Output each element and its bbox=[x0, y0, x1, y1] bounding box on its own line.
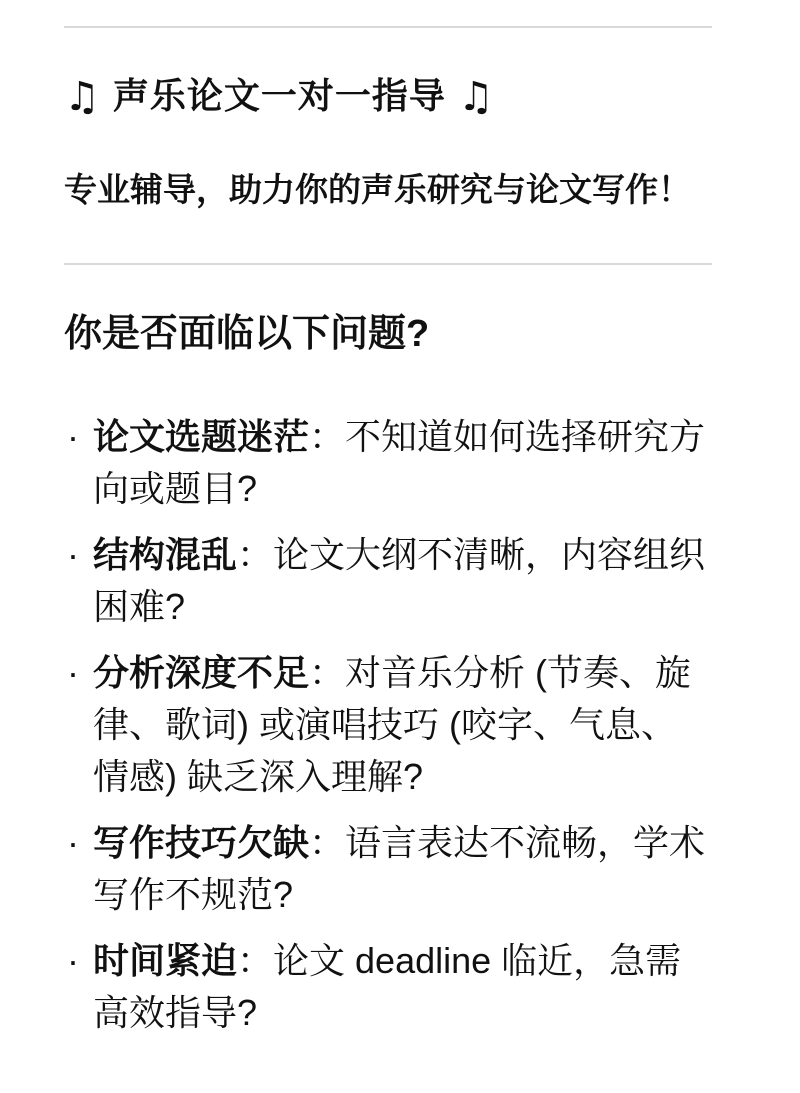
problem-separator: ： bbox=[237, 940, 274, 981]
problem-item bbox=[67, 647, 712, 803]
problem-list bbox=[64, 411, 712, 1039]
bullet-glyph: · bbox=[67, 822, 79, 863]
music-note-icon-left: ♫ bbox=[64, 74, 101, 120]
page-title bbox=[64, 72, 712, 121]
bullet-glyph: · bbox=[67, 416, 79, 457]
document-page bbox=[0, 26, 800, 1093]
bullet-glyph: · bbox=[67, 940, 79, 981]
problem-label: 写作技巧欠缺 bbox=[93, 822, 310, 863]
music-note-icon-right: ♫ bbox=[457, 74, 495, 120]
problem-text: 不知道如何选择研究方向或题目? bbox=[93, 416, 706, 509]
problem-text: 论文大纲不清晰，内容组织困难? bbox=[93, 534, 706, 627]
problem-label: 结构混乱 bbox=[93, 534, 238, 575]
problem-text: 论文 deadline 临近，急需高效指导? bbox=[93, 940, 682, 1033]
problem-separator: ： bbox=[309, 652, 346, 693]
problem-item bbox=[67, 935, 712, 1039]
problem-text: 对音乐分析 (节奏、旋律、歌词) 或演唱技巧 (咬字、气息、情感) 缺乏深入理解? bbox=[93, 652, 692, 797]
problem-separator: ： bbox=[309, 416, 346, 457]
page-subtitle: 专业辅导，助力你的声乐研究与论文写作！ bbox=[64, 171, 691, 208]
problem-item bbox=[67, 817, 712, 921]
problem-item bbox=[67, 529, 712, 633]
problem-label: 分析深度不足 bbox=[93, 652, 310, 693]
problem-item bbox=[67, 411, 712, 515]
problem-label: 时间紧迫 bbox=[93, 940, 238, 981]
problem-separator: ： bbox=[237, 534, 274, 575]
bullet-glyph: · bbox=[67, 652, 79, 693]
bullet-glyph: · bbox=[67, 534, 79, 575]
problem-text: 语言表达不流畅，学术写作不规范? bbox=[93, 822, 706, 915]
section-heading: 你是否面临以下问题? bbox=[64, 313, 430, 355]
top-divider bbox=[64, 26, 712, 28]
middle-divider bbox=[64, 263, 712, 265]
problem-separator: ： bbox=[309, 822, 346, 863]
problem-label: 论文选题迷茫 bbox=[93, 416, 310, 457]
page-title-text: 声乐论文一对一指导 bbox=[112, 75, 446, 116]
